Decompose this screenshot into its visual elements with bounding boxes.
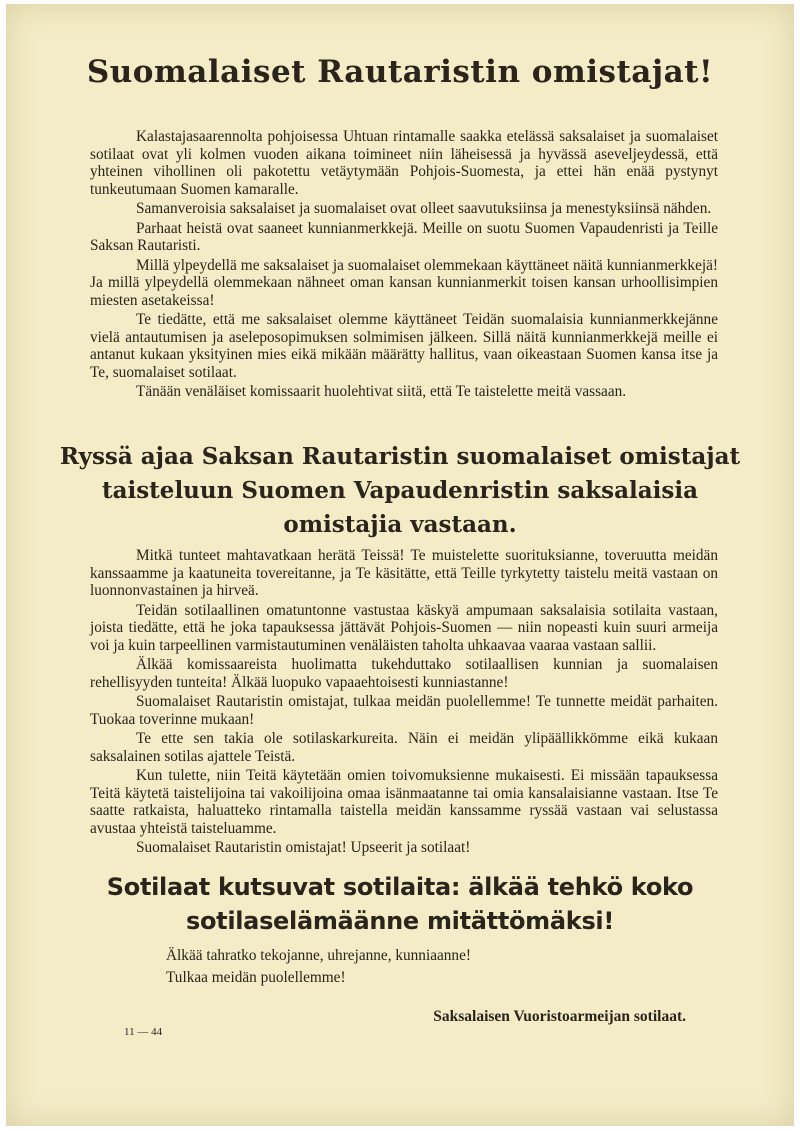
signature: Saksalaisen Vuoristoarmeijan sotilaat. <box>433 1008 686 1025</box>
middle-heading: Ryssä ajaa Saksan Rautaristin suomalaiset omistajat taisteluun Suomen Vapaudenristin saksalaisia omistajia vastaan. <box>59 443 741 538</box>
closing-line: Tulkaa meidän puolellemme! <box>166 968 346 986</box>
leaflet-code: 11 — 44 <box>124 1026 163 1038</box>
closing-line: Älkää tahratko tekojanne, uhrejanne, kunniaanne! <box>166 947 471 964</box>
paragraph: Suomalaiset Rautaristin omistajat! Upseerit ja sotilaat! <box>136 839 471 856</box>
paragraph: Te tiedätte, että me saksalaiset olemme käyttäneet Teidän suomalaisia kunnianmerkkejänne vielä antautumisen ja aseleposopimuksen solmimisen jälkeen. Sillä näitä kunnianmerkkejä meille ei antanut kukaan yksityinen mies eikä mikään määrätty hallitus, vaan oikeastaan Suomen kansa itse ja Te, suomalaiset sotilaat. <box>90 311 718 381</box>
leaflet-page <box>6 4 794 1126</box>
paragraph: Parhaat heistä ovat saaneet kunnianmerkkejä. Meille on suotu Suomen Vapaudenristi ja Teille Saksan Rautaristi. <box>90 219 718 254</box>
paragraph: Mitkä tunteet mahtavatkaan herätä Teissä! Te muistelette suorituksianne, toveruutta meidän kanssaamme ja kaatuneita tovereitanne, ja Te käsitätte, että Teille tyrkytetty taistelu meitä vastaan on luonnonvastainen ja hirveä. <box>90 547 718 599</box>
paragraph: Millä ylpeydellä me saksalaiset ja suomalaiset olemmekaan käyttäneet näitä kunnianmerkkejä! Ja millä ylpeydellä olemmekaan nähneet oman kansan kunnianmerkit toisen kansan urhoollisimpien miesten asetakeissa! <box>90 256 718 309</box>
leaflet-title: Suomalaiset Rautaristin omistajat! <box>86 54 714 90</box>
call-heading: Sotilaat kutsuvat sotilaita: älkää tehkö koko sotilaselämäänne mitättömäksi! <box>106 873 694 935</box>
section-1 <box>90 128 718 403</box>
section-2 <box>90 547 718 859</box>
paragraph: Samanveroisia saksalaiset ja suomalaiset ovat olleet saavutuksiinsa ja menestyksiinsä nähden. <box>136 200 712 217</box>
paragraph: Kun tulette, niin Teitä käytetään omien toivomuksienne mukaisesti. Ei missään tapauksessa Teitä käytetä taistelijoina tai vakoilijoina omaa isänmaatanne tai omia kansalaisianne vastaan. Itse Te saatte ratkaista, haluatteko rintamalla taistella meidän kanssamme ryssää vastaan vai selustassa avustaa yhteistä taisteluamme. <box>90 767 718 837</box>
paragraph: Kalastajasaarennolta pohjoisessa Uhtuan rintamalle saakka etelässä saksalaiset ja suomalaiset sotilaat ovat yli kolmen vuoden aikana toimineet niin läheisessä ja hyvässä aseveljeydessä, että yhteinen vihollinen oli pakotettu vetäytymään Pohjois-Suomesta, ja ettei hän enää pystynyt tunkeutumaan Suomen kamaralle. <box>90 128 718 198</box>
paragraph: Älkää komissaareista huolimatta tukehduttako sotilaallisen kunnian ja suomalaisen rehellisyyden tunteita! Älkää luopuko vapaaehtoisesti kunniastanne! <box>90 656 718 691</box>
paragraph: Tänään venäläiset komissaarit huolehtivat siitä, että Te taistelette meitä vassaan. <box>136 383 627 400</box>
closing-lines <box>166 947 566 990</box>
paragraph: Suomalaiset Rautaristin omistajat, tulkaa meidän puolellemme! Te tunnette meidät parhaiten. Tuokaa toverinne mukaan! <box>90 693 718 728</box>
paragraph: Te ette sen takia ole sotilaskarkureita. Näin ei meidän ylipäällikkömme eikä kukaan saksalainen sotilas ajattele Teistä. <box>90 730 718 765</box>
paragraph: Teidän sotilaallinen omatuntonne vastustaa käskyä ampumaan saksalaisia sotilaita vastaan, joista tiedätte, että he joka tapauksessa jättävät Pohjois-Suomen — niin nopeasti kuin suuri armeija voi ja kuin tarpeellinen varmistautuminen venäläisten taholta uhkaavaa vaaraa vastaan sallii. <box>90 601 718 654</box>
